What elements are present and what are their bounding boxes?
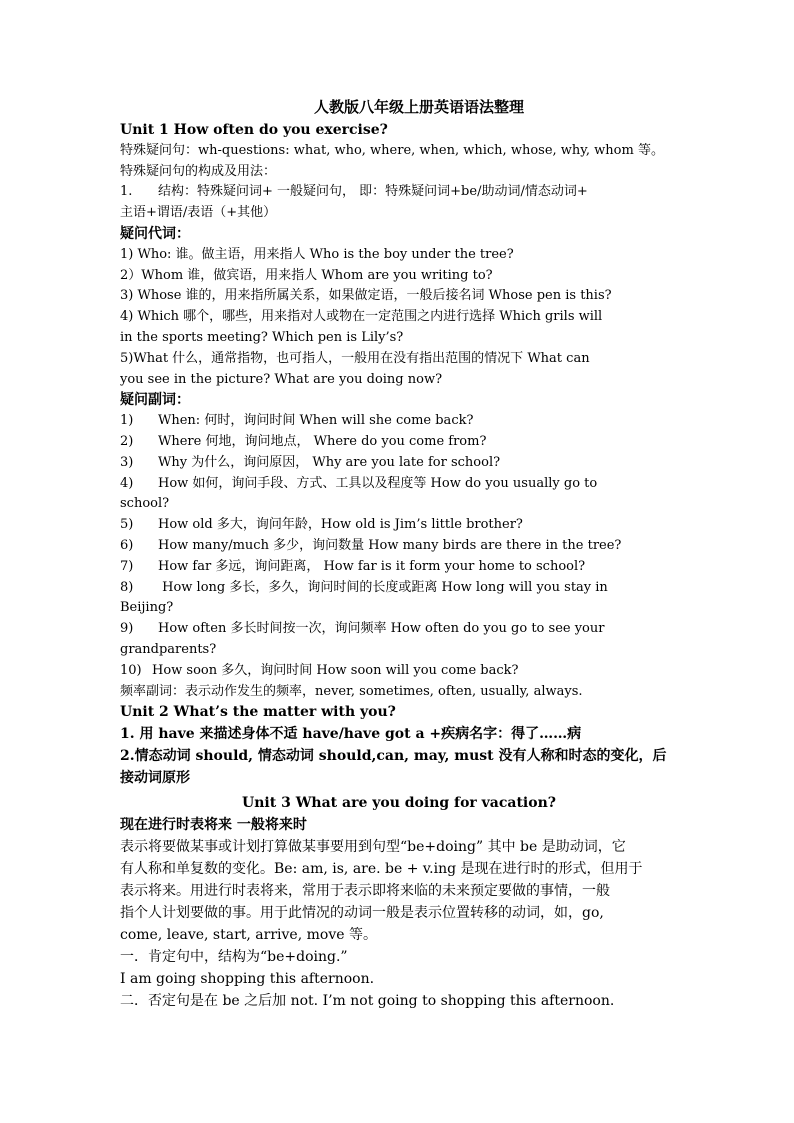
adverb-number: 6) — [120, 537, 134, 553]
adverb-number: 1) — [120, 413, 134, 429]
adverb-text: Where 何地，询问地点， Where do you come from? — [158, 433, 487, 449]
unit3-subheading: 现在进行时表将来 一般将来时 — [120, 816, 307, 833]
adverb-line — [120, 557, 678, 578]
adverb-number: 2) — [120, 433, 134, 449]
adverb-line — [120, 432, 678, 453]
adverb-text: Beijing? — [120, 600, 174, 616]
unit3-paragraph-line: 有人称和单复数的变化。Be: am, is, are. be + v.ing 是现在进行时的形式，但用于 — [120, 860, 643, 877]
frequency-adverbs-line: 频率副词：表示动作发生的频率，never, sometimes, often, usually, always. — [120, 683, 583, 699]
structure-line-1 — [120, 182, 678, 203]
adverb-line — [120, 453, 678, 474]
unit3-paragraph-line: 表示将来。用进行时表将来，常用于表示即将来临的未来预定要做的事情，一般 — [120, 882, 610, 899]
adverb-text: How far 多远，询问距离， How far is it form your home to school? — [158, 558, 586, 574]
pronoun-line: in the sports meeting? Which pen is Lily’s? — [120, 329, 404, 345]
unit3-heading: Unit 3 What are you doing for vacation? — [242, 795, 556, 812]
adverb-line — [120, 661, 678, 682]
adverb-line — [120, 598, 678, 619]
adverb-number: 8) — [120, 579, 134, 595]
pronoun-line: 2）Whom 谁，做宾语，用来指人 Whom are you writing to? — [120, 267, 493, 283]
unit2-point-2-line-2: 接动词原形 — [120, 770, 190, 787]
adverb-text: How soon 多久，询问时间 How soon will you come back? — [152, 662, 519, 678]
adverb-line — [120, 515, 678, 536]
document-page — [120, 94, 678, 1012]
adverb-line — [120, 640, 678, 661]
adverb-text: How long 多长，多久，询问时间的长度或距离 How long will you stay in — [158, 579, 608, 595]
unit3-paragraph-line: 表示将要做某事或计划打算做某事要用到句型“be+doing” 其中 be 是助动词，它 — [120, 838, 626, 855]
adverb-text: Why 为什么，询问原因， Why are you late for school? — [158, 454, 501, 470]
adverb-line — [120, 536, 678, 557]
adverb-number: 5) — [120, 517, 134, 533]
unit2-point-1: 1. 用 have 来描述身体不适 have/have got a +疾病名字：得了……病 — [120, 726, 582, 743]
adverb-line — [120, 411, 678, 432]
pronoun-line: 5)What 什么，通常指物，也可指人，一般用在没有指出范围的情况下 What can — [120, 350, 590, 366]
pronoun-line: you see in the picture? What are you doing now? — [120, 371, 443, 387]
adverbs-heading: 疑问副词： — [120, 392, 190, 409]
unit3-paragraph-line: come, leave, start, arrive, move 等。 — [120, 926, 377, 943]
pronoun-line: 1) Who: 谁。做主语，用来指人 Who is the boy under the tree? — [120, 246, 514, 262]
pronoun-line: 4) Which 哪个，哪些，用来指对人或物在一定范围之内进行选择 Which grils will — [120, 309, 603, 325]
unit2-point-2-line-1: 2.情态动词 should, 情态动词 should,can, may, must 没有人称和时态的变化，后 — [120, 748, 667, 765]
unit1-intro: 特殊疑问句：wh-questions: what, who, where, when, which, whose, why, whom 等。 — [120, 142, 664, 158]
adverb-text: How 如何，询问手段、方式、工具以及程度等 How do you usually go to — [158, 475, 598, 491]
adverb-text: grandparents? — [120, 641, 217, 657]
pronoun-line: 3) Whose 谁的，用来指所属关系，如果做定语，一般后接名词 Whose pen is this? — [120, 288, 612, 304]
adverb-number: 9) — [120, 621, 134, 637]
adverb-line — [120, 494, 678, 515]
structure-heading: 特殊疑问句的构成及用法： — [120, 163, 277, 179]
structure-line-2: 主语+谓语/表语（+其他） — [120, 205, 277, 221]
affirmative-example: I am going shopping this afternoon. — [120, 970, 375, 987]
negative-rule: 二．否定句是在 be 之后加 not. I’m not going to shopping this afternoon. — [120, 992, 615, 1009]
adverb-line — [120, 619, 678, 640]
adverb-text: How many/much 多少，询问数量 How many birds are there in the tree? — [158, 537, 622, 553]
adverb-text: school? — [120, 496, 170, 512]
adverb-text: How often 多长时间按一次，询问频率 How often do you go to see your — [158, 621, 605, 637]
adverb-text: How old 多大，询问年龄，How old is Jim’s little brother? — [158, 517, 523, 533]
affirmative-rule: 一．肯定句中，结构为“be+doing.” — [120, 948, 348, 965]
adverb-number: 7) — [120, 558, 134, 574]
structure-number: 1. — [120, 184, 133, 200]
unit2-heading: Unit 2 What’s the matter with you? — [120, 704, 396, 721]
adverb-line — [120, 474, 678, 495]
adverb-number: 4) — [120, 475, 134, 491]
adverb-number: 10) — [120, 662, 142, 678]
adverb-text: When: 何时，询问时间 When will she come back? — [158, 413, 474, 429]
adverb-line — [120, 578, 678, 599]
unit3-paragraph-line: 指个人计划要做的事。用于此情况的动词一般是表示位置转移的动词，如，go, — [120, 904, 604, 921]
page-title: 人教版八年级上册英语语法整理 — [313, 98, 524, 116]
structure-text: 结构：特殊疑问词+ 一般疑问句， 即：特殊疑问词+be/助动词/情态动词+ — [158, 184, 588, 200]
adverb-number: 3) — [120, 454, 134, 470]
unit1-heading: Unit 1 How often do you exercise? — [120, 122, 388, 138]
pronouns-heading: 疑问代词： — [120, 225, 190, 242]
